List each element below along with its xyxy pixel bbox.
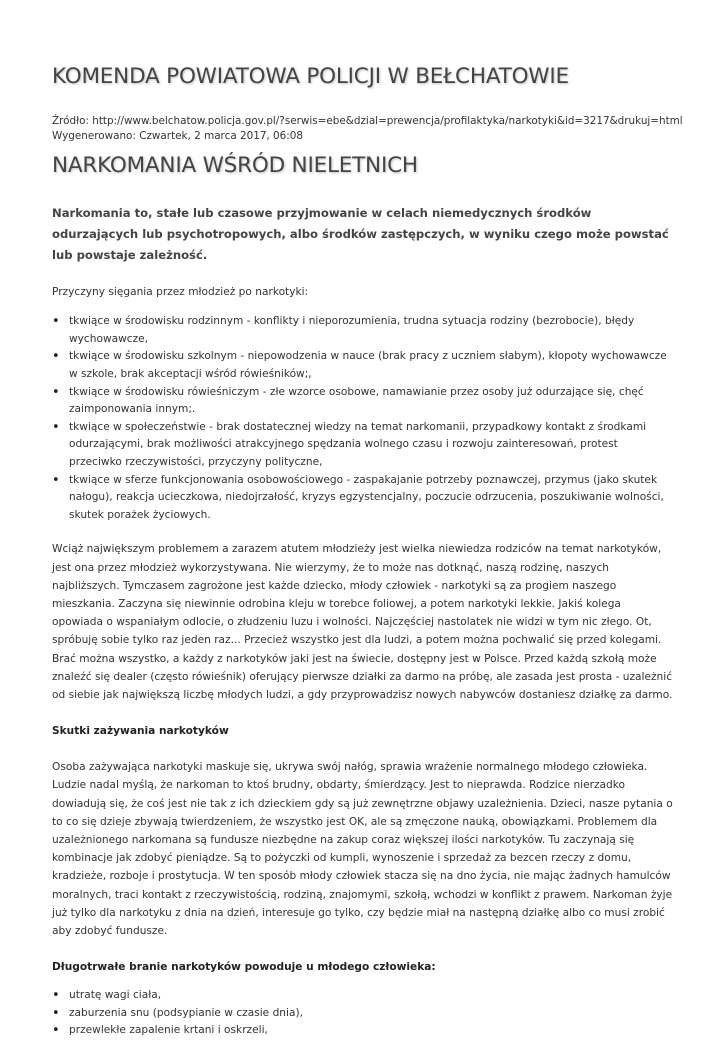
paragraph: Wciąż największym problemem a zarazem atutem młodzieży jest wielka niewiedza rodziców na temat narkotyków, jest ona przez młodzież wykorzystywana. Nie wierzymy, że to może nas dotknąć, naszą rodzinę, naszych najbliższych. Tymczasem zagrożone jest każde dziecko, młody człowiek - narkotyki są za progiem naszego mieszkania. Zaczyna się niewinnie odrobina kleju w torebce foliowej, a potem narkotyki lekkie. Jakiś kolega opowiada o wspaniałym odlocie, o złudzeniu luzu i wolności. Najczęściej nastolatek nie widzi w tym nic złego. Ot, spróbuję sobie tylko raz jeden raz... Przecież wszystko jest dla ludzi, a potem można pochwalić się przed kolegami. Brać można wszystko, a każdy z narkotyków jaki jest na świecie, dostępny jest w Polsce. Przed każdą szkołą może znaleźć się dealer (często rówieśnik) oferujący pierwsze działki za darmo na próbę, ale zasada jest prosta - uzależnić od siebie jak największą liczbę młodych ludzi, a gdy przyprowadzisz nowych nabywców dostaniesz działkę za darmo.	[52, 543, 673, 701]
site-title: KOMENDA POWIATOWA POLICJI W BEŁCHATOWIE	[52, 64, 569, 89]
article-title: NARKOMANIA WŚRÓD NIELETNICH	[52, 153, 418, 178]
effects-heading: Skutki zażywania narkotyków	[52, 725, 229, 738]
print-meta	[52, 114, 683, 144]
source-url-line: Źródło: http://www.belchatow.policja.gov.pl/?serwis=ebe&dzial=prewencja/profilaktyka/narkotyki&id=3217&drukuj=html	[52, 115, 683, 127]
list-item: • tkwiące w środowisku rówieśniczym - złe wzorce osobowe, namawianie przez osoby już odurzające się, chęć zaimponowania innym;.	[52, 384, 674, 419]
list-item: • tkwiące w sferze funkcjonowania osobowościowego - zaspakajanie potrzeby poznawczej, przymus (jako skutek nałogu), reakcja ucieczkowa, niedojrzałość, kryzys egzystencjalny, poczucie odrzucenia, poszukiwanie wolności, skutek porażek życiowych.	[52, 472, 674, 525]
causes-list	[52, 313, 674, 524]
article-body	[52, 203, 674, 1040]
generated-date-line: Wygenerowano: Czwartek, 2 marca 2017, 06:08	[52, 130, 303, 142]
long-term-heading: Długotrwałe branie narkotyków powoduje u młodego człowieka:	[52, 961, 436, 974]
list-item: • tkwiące w środowisku rodzinnym - konflikty i nieporozumienia, trudna sytuacja rodziny (bezrobocie), błędy wychowawcze,	[52, 313, 674, 348]
paragraph: Osoba zażywająca narkotyki maskuje się, ukrywa swój nałóg, sprawia wrażenie normalnego młodego człowieka. Ludzie nadal myślą, że narkoman to ktoś brudny, obdarty, śmierdzący. Jest to nieprawda. Rodzice nierzadko dowiadują się, że coś jest nie tak z ich dzieckiem gdy są już zewnętrzne objawy uzależnienia. Dzieci, nasze pytania o to co się dzieje zbywają twierdzeniem, że wszystko jest OK, ale są zmęczone nauką, obowiązkami. Problemem dla uzależnionego narkomana są fundusze niezbędne na zakup coraz większej ilości narkotyków. Tu zaczynają się kombinacje jak zdobyć pieniądze. Są to pożyczki od kumpli, wynoszenie i sprzedaż za bezcen rzeczy z domu, kradzieże, rozboje i prostytucja. W ten sposób młody człowiek stacza się na dno życia, nie mając żadnych hamulców moralnych, traci kontakt z rzeczywistością, rodziną, znajomymi, szkołą, wchodzi w konflikt z prawem. Narkoman żyje już tylko dla narkotyku z dnia na dzień, interesuje go tylko, czy będzie miał na następną działkę albo co musi zrobić aby zdobyć fundusze.	[52, 761, 673, 937]
list-item: • tkwiące w społeczeństwie - brak dostatecznej wiedzy na temat narkomanii, przypadkowy kontakt z środkami odurzającymi, brak możliwości atrakcyjnego spędzania wolnego czasu i rozwoju zainteresowań, protest przeciwko rzeczywistości, przyczyny polityczne,	[52, 419, 674, 472]
list-item: • utratę wagi ciała,	[52, 987, 674, 1005]
article-lead: Narkomania to, stałe lub czasowe przyjmowanie w celach niemedycznych środków odurzających lub psychotropowych, albo środków zastępczych, w wyniku czego może powstać lub powstaje zależność.	[52, 206, 669, 262]
causes-intro: Przyczyny sięgania przez młodzież po narkotyki:	[52, 286, 309, 298]
list-item: • zaburzenia snu (podsypianie w czasie dnia),	[52, 1005, 674, 1023]
long-term-effects-list	[52, 987, 674, 1040]
list-item: • tkwiące w środowisku szkolnym - niepowodzenia w nauce (brak pracy z uczniem słabym), kłopoty wychowawcze w szkole, brak akceptacji wśród rówieśników;,	[52, 348, 674, 383]
list-item: • przewlekłe zapalenie krtani i oskrzeli,	[52, 1022, 674, 1040]
